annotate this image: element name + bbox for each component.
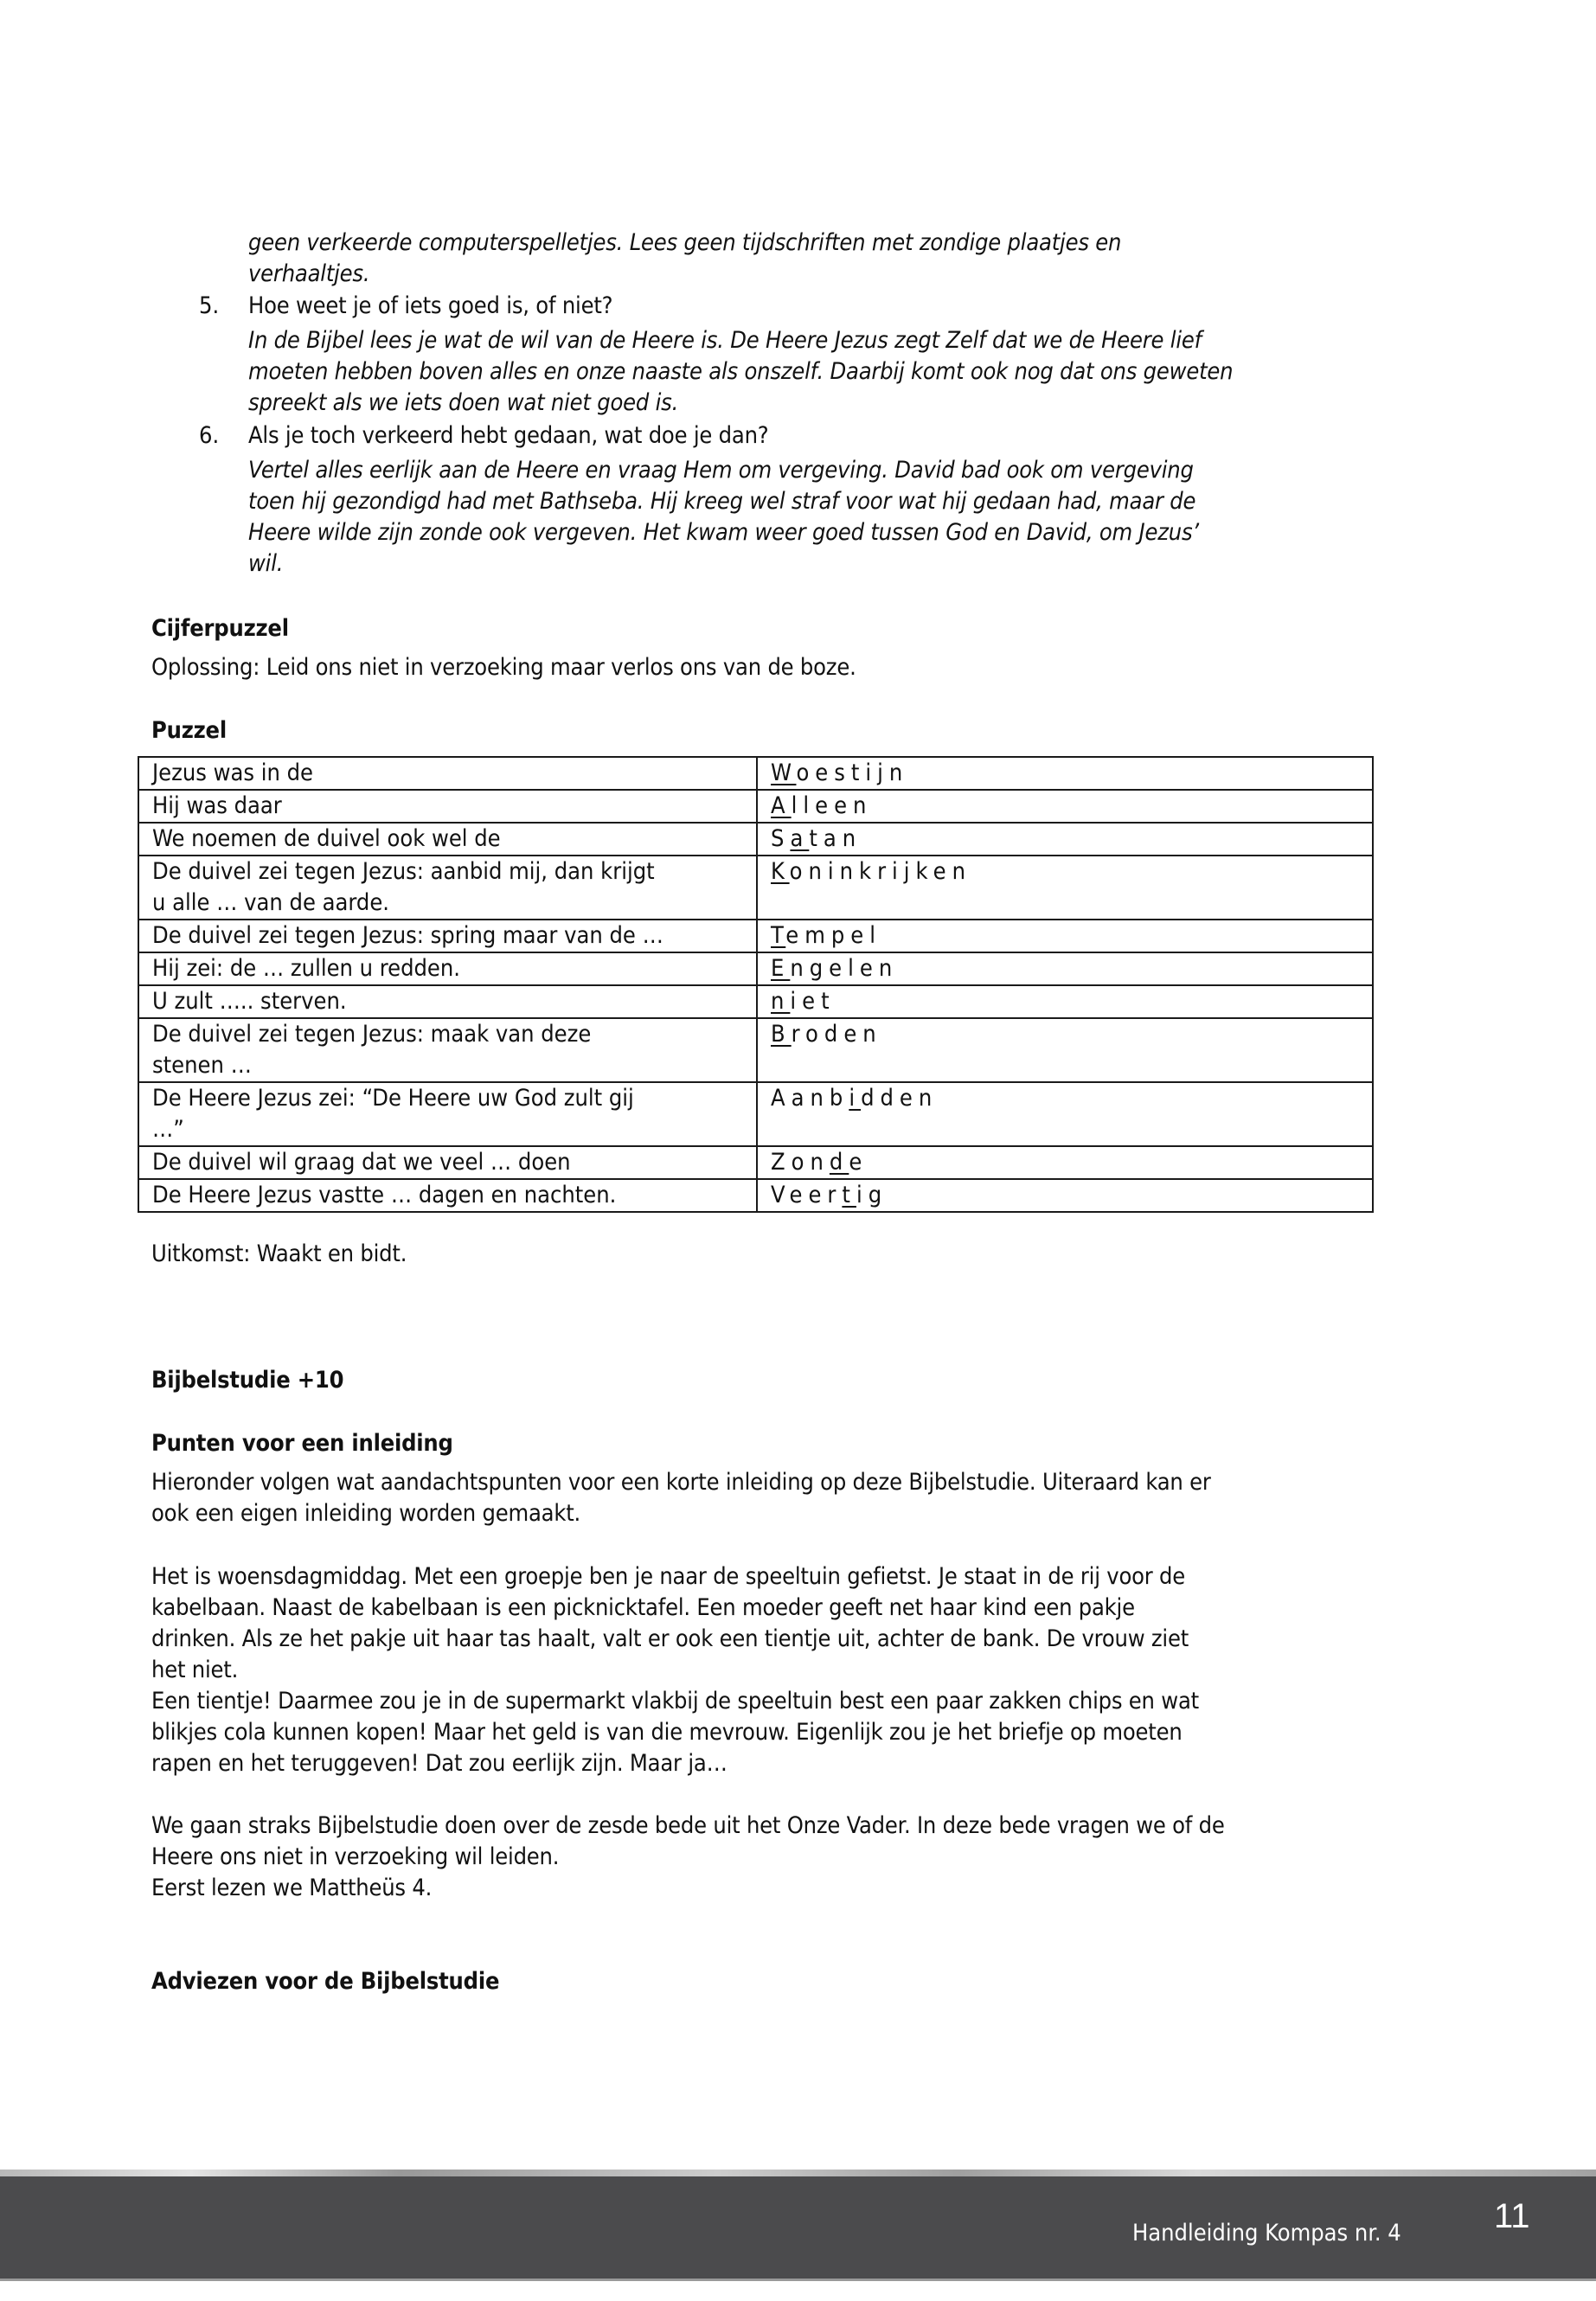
- intro-line-1: Hieronder volgen wat aandachtspunten voor een korte inleiding op deze Bijbelstudie. Uiteraard kan er: [151, 1469, 1211, 1496]
- puzzel-question: De duivel zei tegen Jezus: aanbid mij, dan krijgt u alle … van de aarde.: [138, 856, 757, 920]
- marked-letter: d: [829, 1149, 849, 1176]
- puzzel-heading: Puzzel: [151, 717, 227, 744]
- puzzel-answer: Engelen: [757, 952, 1373, 985]
- story-line-3: drinken. Als ze het pakje uit haar tas haalt, valt er ook een tientje uit, achter de bank. De vrouw ziet: [151, 1625, 1189, 1652]
- question-5-text: Hoe weet je of iets goed is, of niet?: [248, 292, 613, 319]
- puzzel-question: Hij was daar: [138, 790, 757, 823]
- marked-letter: i: [849, 1085, 862, 1112]
- puzzel-question: Hij zei: de … zullen u redden.: [138, 952, 757, 985]
- cijferpuzzel-heading: Cijferpuzzel: [151, 615, 289, 642]
- puzzel-answer: Broden: [757, 1018, 1373, 1082]
- closing-line-1: We gaan straks Bijbelstudie doen over de zesde bede uit het Onze Vader. In deze bede vragen we of de: [151, 1812, 1225, 1839]
- answer-6-line-1: Vertel alles eerlijk aan de Heere en vraag Hem om vergeving. David bad ook om vergeving: [248, 457, 1194, 484]
- marked-letter: K: [771, 858, 790, 885]
- puzzel-question: We noemen de duivel ook wel de: [138, 823, 757, 856]
- marked-letter: W: [771, 760, 797, 786]
- puzzel-question: De duivel wil graag dat we veel … doen: [138, 1146, 757, 1179]
- closing-line-2: Heere ons niet in verzoeking wil leiden.: [151, 1843, 560, 1870]
- table-row: [138, 790, 1373, 823]
- marked-letter: A: [771, 792, 792, 819]
- puzzel-answer: Woestijn: [757, 757, 1373, 790]
- puzzel-answer: Veertig: [757, 1179, 1373, 1212]
- answer-5-line-1: In de Bijbel lees je wat de wil van de Heere is. De Heere Jezus zegt Zelf dat we de Heere lief: [248, 327, 1202, 354]
- closing-line-3: Eerst lezen we Mattheüs 4.: [151, 1875, 433, 1901]
- marked-letter: T: [771, 922, 786, 949]
- puzzel-question: De Heere Jezus vastte … dagen en nachten.: [138, 1179, 757, 1212]
- story-line-5: Een tientje! Daarmee zou je in de supermarkt vlakbij de speeltuin best een paar zakken chips en wat: [151, 1688, 1199, 1715]
- bijbelstudie-heading: Bijbelstudie +10: [151, 1367, 344, 1394]
- table-row: [138, 1082, 1373, 1146]
- table-row: [138, 856, 1373, 920]
- puzzel-answer: Alleen: [757, 790, 1373, 823]
- puzzel-result: Uitkomst: Waakt en bidt.: [151, 1240, 407, 1267]
- answer-4-line-1: geen verkeerde computerspelletjes. Lees geen tijdschriften met zondige plaatjes en: [248, 229, 1122, 256]
- puzzel-question: U zult ….. sterven.: [138, 985, 757, 1018]
- story-line-1: Het is woensdagmiddag. Met een groepje ben je naar de speeltuin gefietst. Je staat in de rij voor de: [151, 1563, 1186, 1590]
- answer-5-line-3: spreekt als we iets doen wat niet goed is.: [248, 389, 679, 416]
- cijferpuzzel-solution: Oplossing: Leid ons niet in verzoeking maar verlos ons van de boze.: [151, 654, 856, 681]
- story-line-7: rapen en het teruggeven! Dat zou eerlijk zijn. Maar ja…: [151, 1750, 727, 1777]
- puzzel-answer: niet: [757, 985, 1373, 1018]
- table-row: [138, 823, 1373, 856]
- table-row: [138, 1179, 1373, 1212]
- answer-6-line-4: wil.: [248, 550, 284, 577]
- question-6-number: 6.: [199, 422, 220, 449]
- puzzel-answer: Koninkrijken: [757, 856, 1373, 920]
- table-row: [138, 1018, 1373, 1082]
- question-5-number: 5.: [199, 292, 220, 319]
- answer-6-line-3: Heere wilde zijn zonde ook vergeven. Het kwam weer goed tussen God en David, om Jezus’: [248, 519, 1199, 546]
- footer-title: Handleiding Kompas nr. 4: [1132, 2220, 1401, 2247]
- table-row: [138, 952, 1373, 985]
- marked-letter: n: [771, 988, 791, 1015]
- advice-heading: Adviezen voor de Bijbelstudie: [151, 1968, 500, 1995]
- puzzel-answer: Aanbidden: [757, 1082, 1373, 1146]
- puzzel-answer: Tempel: [757, 920, 1373, 952]
- puzzel-table: [138, 756, 1374, 1213]
- marked-letter: t: [842, 1182, 856, 1208]
- page-number: 11: [1494, 2197, 1530, 2235]
- puzzel-question: De duivel zei tegen Jezus: spring maar van de …: [138, 920, 757, 952]
- table-row: [138, 1146, 1373, 1179]
- answer-4-line-2: verhaaltjes.: [248, 260, 370, 287]
- footer-bottom-rule: [0, 2279, 1596, 2281]
- table-row: [138, 985, 1373, 1018]
- puzzel-question: Jezus was in de: [138, 757, 757, 790]
- story-line-2: kabelbaan. Naast de kabelbaan is een picknicktafel. Een moeder geeft net haar kind een pakje: [151, 1594, 1135, 1621]
- intro-heading: Punten voor een inleiding: [151, 1430, 453, 1457]
- intro-line-2: ook een eigen inleiding worden gemaakt.: [151, 1500, 581, 1527]
- marked-letter: B: [771, 1021, 792, 1048]
- answer-6-line-2: toen hij gezondigd had met Bathseba. Hij kreeg wel straf voor wat hij gedaan had, maar de: [248, 488, 1196, 515]
- answer-5-line-2: moeten hebben boven alles en onze naaste als onszelf. Daarbij komt ook nog dat ons geweten: [248, 358, 1234, 385]
- puzzel-answer: Zonde: [757, 1146, 1373, 1179]
- question-6-text: Als je toch verkeerd hebt gedaan, wat doe je dan?: [248, 422, 769, 449]
- story-line-4: het niet.: [151, 1657, 239, 1683]
- marked-letter: E: [771, 955, 791, 982]
- marked-letter: a: [790, 825, 810, 852]
- puzzel-question: De duivel zei tegen Jezus: maak van deze stenen …: [138, 1018, 757, 1082]
- puzzel-question: De Heere Jezus zei: “De Heere uw God zult gij …”: [138, 1082, 757, 1146]
- puzzel-answer: Satan: [757, 823, 1373, 856]
- table-row: [138, 920, 1373, 952]
- story-line-6: blikjes cola kunnen kopen! Maar het geld is van die mevrouw. Eigenlijk zou je het briefje op moeten: [151, 1719, 1183, 1746]
- table-row: [138, 757, 1373, 790]
